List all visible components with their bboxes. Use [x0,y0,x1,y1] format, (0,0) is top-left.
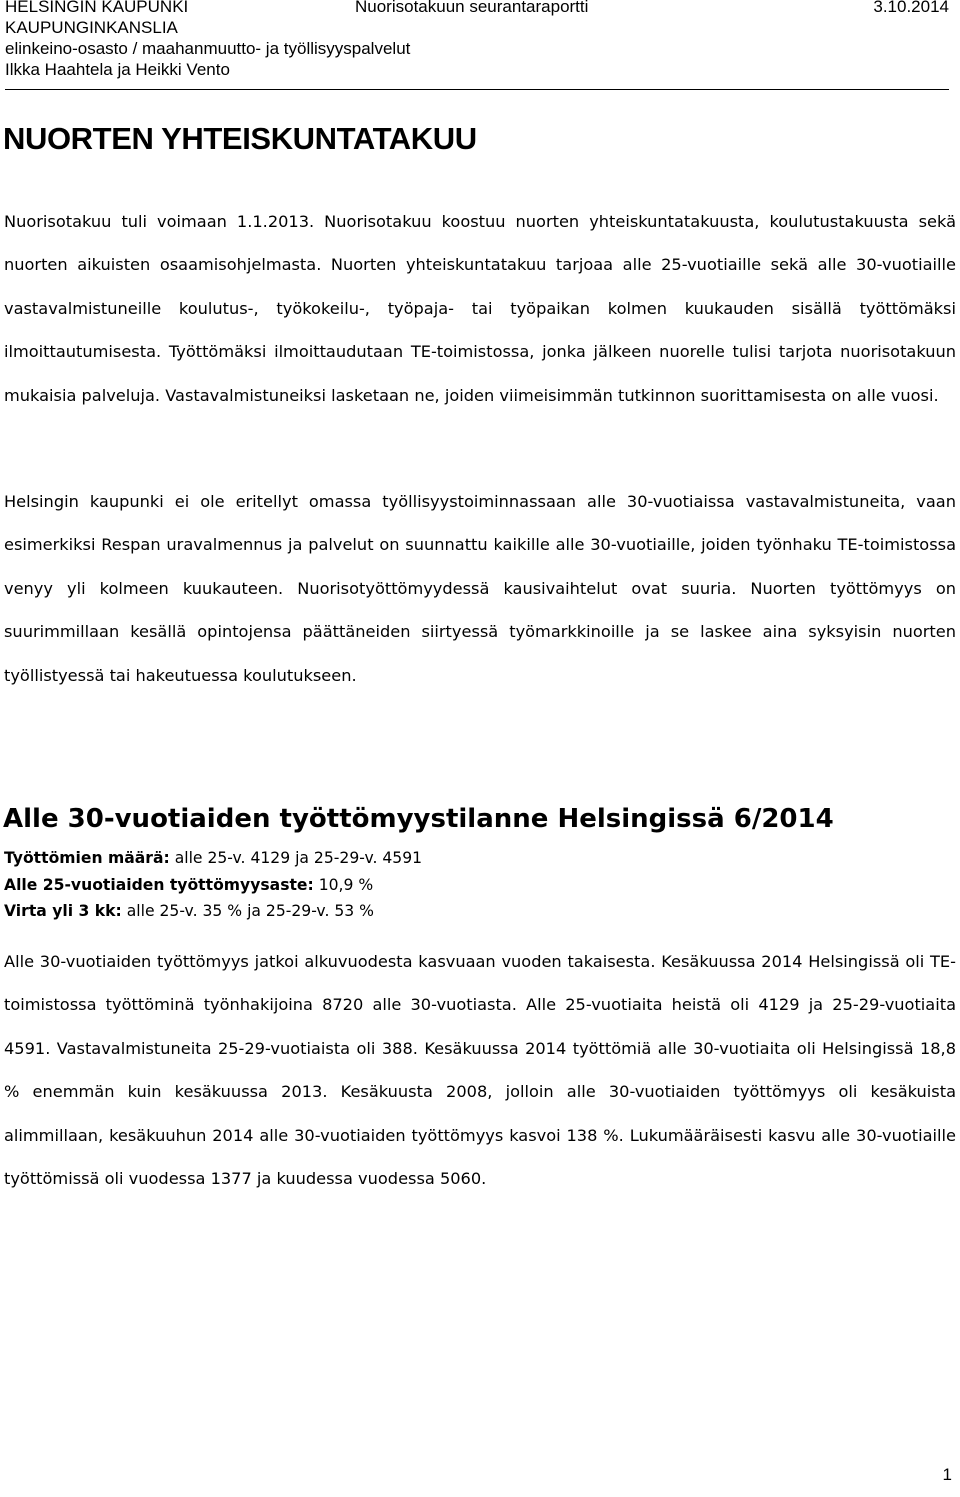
page-header [5,0,949,80]
fact-unemployment-rate [4,872,422,899]
header-department: elinkeino-osasto / maahanmuutto- ja työllisyyspalvelut [5,39,411,58]
key-facts [4,845,422,925]
header-row [5,0,949,17]
paragraph-helsinki: Helsingin kaupunki ei ole eritellyt omassa työllisyystoiminnassaan alle 30-vuotiaissa vastavalmistuneita, vaan esimerkiksi Respan uravalmennus ja palvelut on suunnattu kaikille alle 30-vuotiaille, joiden työnhaku TE-toimistossa venyy yli kolmeen kuukauteen. Nuorisotyöttömyydessä kausivaihtelut ovat suuria. Nuorten työttömyys on suurimmillaan kesällä opintojensa päättäneiden siirtyessä työmarkkinoille ja se laskee aina syksyisin nuorten työllistyessä tai hakeutuessa koulutukseen. [4,492,956,685]
page-number: 1 [942,1465,952,1484]
fact-label: Virta yli 3 kk: [4,902,122,920]
header-date: 3.10.2014 [873,0,949,16]
fact-unemployed-count [4,845,422,872]
header-office: KAUPUNGINKANSLIA [5,18,178,37]
header-report-title: Nuorisotakuun seurantaraportti [355,0,589,16]
fact-label: Alle 25-vuotiaiden työttömyysaste: [4,875,314,894]
header-authors: Ilkka Haahtela ja Heikki Vento [5,60,230,79]
paragraph-statistics: Alle 30-vuotiaiden työttömyys jatkoi alkuvuodesta kasvuaan vuoden takaisesta. Kesäkuussa 2014 Helsingissä oli TE-toimistossa työttöminä työnhakijoina 8720 alle 30-vuotiasta. Alle 25-vuotiaita heistä oli 4129 ja 25-29-vuotiaita 4591. Vastavalmistuneita 25-29-vuotiaista oli 388. Kesäkuussa 2014 työttömiä alle 30-vuotiaita oli Helsingissä 18,8 % enemmän kuin kesäkuussa 2013. Kesäkuusta 2008, jolloin alle 30-vuotiaiden työttömyys oli kesäkuista alimmillaan, kesäkuuhun 2014 alle 30-vuotiaiden työttömyys kasvoi 138 %. Lukumääräisesti kasvu alle 30-vuotiaille työttömissä oli vuodessa 1377 ja kuudessa vuodessa 5060. [4,952,956,1189]
page-title: NUORTEN YHTEISKUNTATAKUU [3,121,477,156]
header-org: HELSINGIN KAUPUNKI [5,0,189,16]
fact-flow-over-3-months [4,898,422,925]
fact-label: Työttömien määrä: [4,849,170,867]
paragraph-intro: Nuorisotakuu tuli voimaan 1.1.2013. Nuorisotakuu koostuu nuorten yhteiskuntatakuusta, koulutustakuusta sekä nuorten aikuisten osaamisohjelmasta. Nuorten yhteiskuntatakuu tarjoaa alle 25-vuotiaille sekä alle 30-vuotiaille vastavalmistuneille koulutus-, työkokeilu-, työpaja- tai työpaikan kolmen kuukauden sisällä työttömäksi ilmoittautumisesta. Työttömäksi ilmoittaudutaan TE-toimistossa, jonka jälkeen nuorelle tulisi tarjota nuorisotakuun mukaisia palveluja. Vastavalmistuneiksi lasketaan ne, joiden viimeisimmän tutkinnon suorittamisesta on alle vuosi. [4,212,956,405]
header-divider [5,89,949,90]
fact-value: 10,9 % [313,875,374,894]
fact-value: alle 25-v. 35 % ja 25-29-v. 53 % [121,902,374,920]
section-heading: Alle 30-vuotiaiden työttömyystilanne Helsingissä 6/2014 [3,804,834,834]
fact-value: alle 25-v. 4129 ja 25-29-v. 4591 [169,849,423,867]
